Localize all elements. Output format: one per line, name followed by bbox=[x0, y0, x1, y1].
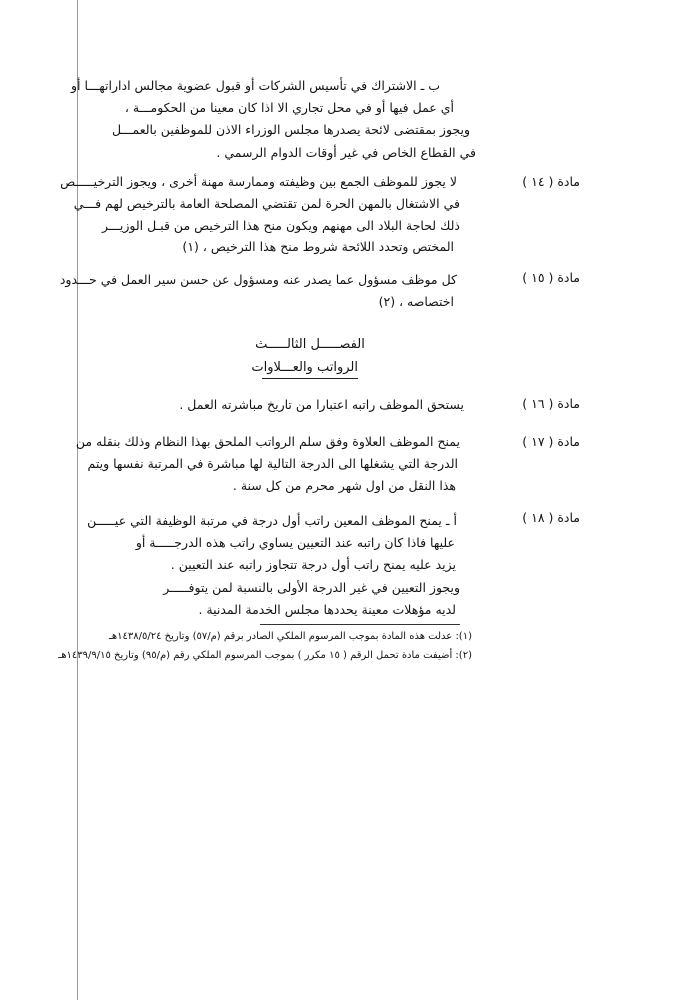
article-label: مادة ( ١٥ ) bbox=[522, 270, 580, 285]
article-text-line: يستحق الموظف راتبه اعتبارا من تاريخ مباشرته العمل . bbox=[179, 397, 464, 412]
section-b-line: ب ـ الاشتراك في تأسيس الشركات أو قبول عضوية مجالس اداراتهـــا أو bbox=[71, 78, 440, 93]
article-text-line: ذلك لحاجة البلاد الى مهنهم ويكون منح هذا الترخيص من قبـل الوزيـــر bbox=[101, 218, 460, 233]
article-text-line: عليها فاذا كان راتبه عند التعيين يساوي راتب هذه الدرجـــــة أو bbox=[135, 535, 455, 550]
article-text-line: المختص وتحدد اللائحة شروط منح هذا الترخيص ، (١) bbox=[182, 239, 454, 254]
article-text-line: في الاشتغال بالمهن الحرة لمن تقتضي المصلحة العامة بالترخيص لهم فـــي bbox=[73, 196, 460, 211]
article-text-line: ويجوز التعيين في غير الدرجة الأولى بالنسبة لمن يتوفـــــر bbox=[163, 580, 460, 595]
article-label: مادة ( ١٦ ) bbox=[522, 396, 580, 411]
chapter-title: الفصـــــل الثالـــــث bbox=[255, 337, 365, 352]
article-text-line: يمنح الموظف العلاوة وفق سلم الرواتب الملحق بهذا النظام وذلك بنقله من bbox=[75, 434, 460, 449]
article-text-line: لا يجوز للموظف الجمع بين وظيفته وممارسة مهنة أخرى ، ويجوز الترخيـــــص bbox=[60, 174, 457, 189]
article-text-line: هذا النقل من اول شهر محرم من كل سنة . bbox=[232, 478, 456, 493]
chapter-subtitle: الرواتب والعـــلاوات bbox=[251, 360, 358, 375]
article-label: مادة ( ١٧ ) bbox=[522, 434, 580, 449]
section-b-line: في القطاع الخاص في غير أوقات الدوام الرسمي . bbox=[216, 145, 476, 160]
article-text-line: أ ـ يمنح الموظف المعين راتب أول درجة في مرتبة الوظيفة التي عيـــــن bbox=[87, 513, 457, 528]
chapter-subtitle-underline bbox=[262, 378, 358, 379]
section-b-line: أي عمل فيها أو في محل تجاري الا اذا كان معينا من الحكومـــة ، bbox=[124, 100, 454, 115]
article-text-line: اختصاصه ، (٢) bbox=[378, 294, 454, 309]
article-label: مادة ( ١٨ ) bbox=[522, 510, 580, 525]
article-text-line: كل موظف مسؤول عما يصدر عنه ومسؤول عن حسن سير العمل في حـــدود bbox=[59, 272, 457, 287]
footnote: (٢): أضيفت مادة تحمل الرقم ( ١٥ مكرر ) بموجب المرسوم الملكي رقم (م/٩٥) وتاريخ ١٤٣٩/٩/١٥هـ bbox=[58, 650, 472, 661]
article-text-line: يزيد عليه يمنح راتب أول درجة تتجاوز راتبه عند التعيين . bbox=[170, 557, 456, 572]
article-text-line: لديه مؤهلات معينة يحددها مجلس الخدمة المدنية . bbox=[198, 602, 456, 617]
section-b-line: ويجوز بمقتضى لائحة يصدرها مجلس الوزراء الاذن للموظفين بالعمـــل bbox=[112, 122, 470, 137]
footnote: (١): عدلت هذه المادة بموجب المرسوم الملكي الصادر برقم (م/٥٧) وتاريخ ١٤٣٨/٥/٢٤هـ bbox=[108, 631, 472, 642]
article-label: مادة ( ١٤ ) bbox=[522, 174, 580, 189]
footnote-separator bbox=[260, 624, 460, 625]
article-text-line: الدرجة التي يشغلها الى الدرجة التالية لها مباشرة في المرتبة نفسها ويتم bbox=[87, 456, 458, 471]
